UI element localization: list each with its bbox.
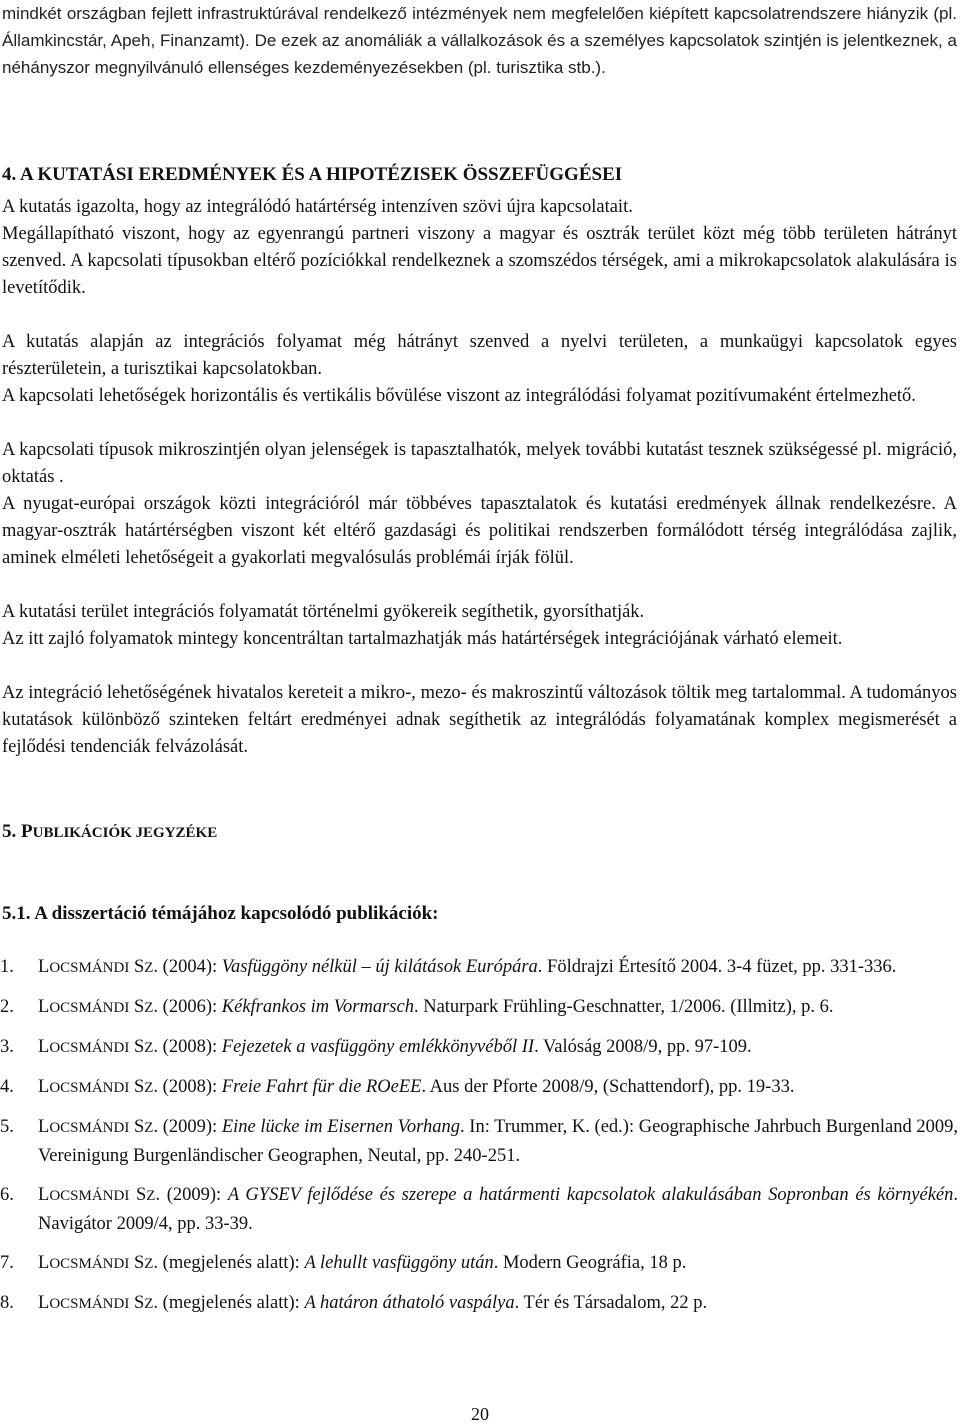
section-4-paragraph-6: A nyugat-európai országok közti integrációról már többéves tapasztalatok és kutatási eredmények állnak rendelkezésre. A magyar-osztrák határtérségben viszont két eltérő gazdasági és politikai rendszerben formálódott térség integrálódása zajlik, aminek elméleti lehetőségeit a gyakorlati megvalósulás problémái írják fölül.	[2, 494, 957, 568]
section-4-paragraph-9: Az integráció lehetőségének hivatalos kereteit a mikro-, mezo- és makroszintű változások töltik meg tartalommal. A tudományos kutatások különböző szinteken feltárt eredményei adnak segíthetik az integrálódás folyamatának komplex megismerését a fejlődési tendenciák felvázolását.	[2, 683, 957, 757]
publication-item	[0, 993, 960, 1022]
section-4-title: A KUTATÁSI EREDMÉNYEK ÉS A HIPOTÉZISEK ÖSSZEFÜGGÉSEI	[19, 164, 623, 185]
section-5-title-rest: UBLIKÁCIÓK JEGYZÉKE	[32, 825, 218, 841]
section-4-number: 4.	[2, 164, 17, 185]
publication-citation: LOCSMÁNDI SZ. (2008): Freie Fahrt für die ROeEE. Aus der Pforte 2008/9, (Schattendorf), pp. 19-33.	[38, 1077, 795, 1097]
publication-item	[0, 1033, 960, 1062]
section-5-heading	[2, 819, 217, 846]
publication-title: Vasfüggöny nélkül – új kilátások Európára	[221, 957, 538, 977]
section-4-paragraph-5: A kapcsolati típusok mikroszintjén olyan jelenségek is tapasztalhatók, melyek további kutatást tesznek szükségessé pl. migráció, oktatás .	[2, 440, 957, 487]
publication-citation: LOCSMÁNDI SZ. (2004): Vasfüggöny nélkül – új kilátások Európára. Földrajzi Értesítő 2004. 3-4 füzet, pp. 331-336.	[38, 957, 897, 977]
publication-item	[0, 1181, 960, 1238]
publication-item	[0, 1249, 960, 1278]
section-4-heading	[2, 162, 622, 188]
publication-number: 6.	[0, 1185, 14, 1205]
publication-title: A lehullt vasfüggöny után	[304, 1253, 494, 1273]
page-number: 20	[471, 1404, 489, 1424]
section-4-paragraph-2: Megállapítható viszont, hogy az egyenrangú partneri viszony a magyar és osztrák terület közt még több területen hátrányt szenved. A kapcsolati típusokban eltérő pozíciókkal rendelkeznek a szomszédos térségek, ami a mikrokapcsolatok alakulására is levetítődik.	[2, 224, 957, 298]
publication-title: A határon áthatoló vaspálya	[304, 1293, 515, 1313]
section-4-paragraph-3: A kutatás alapján az integrációs folyamat még hátrányt szenved a nyelvi területen, a munkaügyi kapcsolatok egyes részterületein, a turisztikai kapcsolatokban.	[2, 332, 957, 379]
publication-title: Kékfrankos im Vormarsch	[221, 997, 414, 1017]
publication-number: 3.	[0, 1037, 14, 1057]
section-5-number: 5.	[2, 821, 17, 842]
publication-title: A GYSEV fejlődése és szerepe a határmenti kapcsolatok alakulásában Sopronban és környékén	[227, 1185, 954, 1205]
publication-title: Freie Fahrt für die ROeEE	[221, 1077, 422, 1097]
publication-citation: LOCSMÁNDI SZ. (2009): Eine lücke im Eisernen Vorhang. In: Trummer, K. (ed.): Geographische Jahrbuch Burgenland 2009, Vereinigung Burgenländischer Geographen, Neutal, pp. 240-251.	[38, 1117, 959, 1166]
publication-item	[0, 1113, 960, 1170]
section-4-paragraph-1: A kutatás igazolta, hogy az integrálódó határtérség intenzíven szövi újra kapcsolatait.	[2, 197, 633, 217]
publication-citation: LOCSMÁNDI SZ. (2008): Fejezetek a vasfüggöny emlékkönyvéből II. Valóság 2008/9, pp. 97-109.	[38, 1037, 752, 1057]
publication-list	[0, 953, 960, 1329]
publication-item	[0, 1073, 960, 1102]
section-4-paragraph-4: A kapcsolati lehetőségek horizontális és vertikális bővülése viszont az integrálódási folyamat pozitívumaként értelmezhető.	[2, 386, 916, 406]
publication-title: Fejezetek a vasfüggöny emlékkönyvéből II	[221, 1037, 535, 1057]
publication-number: 2.	[0, 997, 14, 1017]
publication-citation: LOCSMÁNDI SZ. (2006): Kékfrankos im Vormarsch. Naturpark Frühling-Geschnatter, 1/2006. (Illmitz), p. 6.	[38, 997, 834, 1017]
section-5-title-first: P	[21, 821, 33, 842]
publication-number: 8.	[0, 1293, 14, 1313]
publication-number: 5.	[0, 1117, 14, 1137]
publication-number: 4.	[0, 1077, 14, 1097]
publication-number: 7.	[0, 1253, 14, 1273]
section-4-paragraph-8: Az itt zajló folyamatok mintegy koncentráltan tartalmazhatják más határtérségek integrációjának várható elemeit.	[2, 629, 843, 649]
publication-citation: LOCSMÁNDI SZ. (megjelenés alatt): A lehullt vasfüggöny után. Modern Geográfia, 18 p.	[38, 1253, 687, 1273]
publication-citation: LOCSMÁNDI SZ. (megjelenés alatt): A határon áthatoló vaspálya. Tér és Társadalom, 22 p.	[38, 1293, 708, 1313]
intro-paragraph: mindkét országban fejlett infrastruktúrával rendelkező intézmények nem megfelelően kiépített kapcsolatrendszere hiányzik (pl. Államkincstár, Apeh, Finanzamt). De ezek az anomáliák a vállalkozások és a személyes kapcsolatok szintjén is jelentkeznek, a néhányszor megnyilvánuló ellenséges kezdeményezésekben (pl. turisztika stb.).	[2, 4, 957, 77]
publication-title: Eine lücke im Eisernen Vorhang	[221, 1117, 461, 1137]
section-4-paragraph-7: A kutatási terület integrációs folyamatát történelmi gyökereik segíthetik, gyorsíthatják.	[2, 602, 645, 622]
publication-item	[0, 953, 960, 982]
publication-item	[0, 1289, 960, 1318]
section-5-1-heading: 5.1. A disszertáció témájához kapcsolódó publikációk:	[2, 903, 439, 924]
publication-number: 1.	[0, 957, 14, 977]
publication-citation: LOCSMÁNDI SZ. (2009): A GYSEV fejlődése és szerepe a határmenti kapcsolatok alakulásában Sopronban és környékén. Navigátor 2009/4, pp. 33-39.	[38, 1185, 958, 1234]
